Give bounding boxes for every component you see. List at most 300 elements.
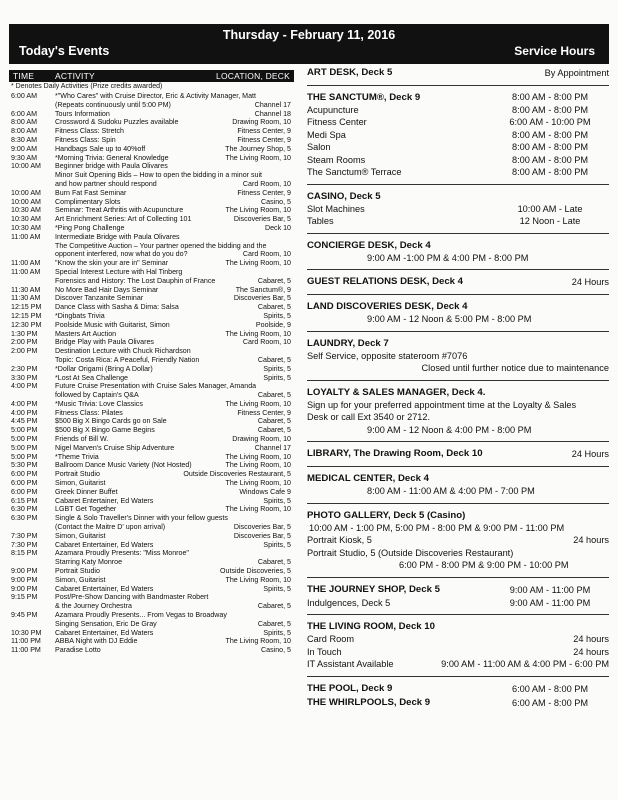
portrait-studio: Portrait Studio, 5 (Outside Discoveries Restaurant)	[307, 547, 514, 558]
events-list	[9, 92, 294, 655]
event-location: Outside Discoveries, 5	[220, 567, 291, 576]
event-activity: Fitness Class: Pilates	[55, 408, 123, 417]
event-time: 6:00 PM	[11, 470, 38, 479]
event-time: 4:00 PM	[11, 382, 38, 391]
event-location: The Living Room, 10	[225, 575, 291, 584]
service-item: Salon	[307, 142, 331, 152]
service-row	[307, 203, 609, 216]
service-living-room	[307, 620, 609, 671]
event-time: 11:00 AM	[11, 267, 41, 276]
event-activity: Fitness Class: Spin	[55, 135, 116, 144]
event-row	[9, 374, 294, 383]
service-casino	[307, 190, 609, 228]
service-hours: 9:00 AM - 12 Noon & 5:00 PM - 8:00 PM	[367, 314, 532, 324]
service-title: CASINO, Deck 5	[307, 190, 381, 202]
event-activity: *Music Trivia: Love Classics	[55, 399, 143, 408]
event-activity: Forensics and History: The Lost Dauphin of France	[55, 276, 216, 285]
event-location: Cabaret, 5	[257, 417, 291, 426]
service-row	[307, 141, 609, 154]
event-location: Channel 17	[254, 443, 291, 452]
event-activity: Greek Dinner Buffet	[55, 487, 118, 496]
event-time: 2:00 PM	[11, 338, 38, 347]
event-time: 10:00 AM	[11, 197, 41, 206]
service-title: LIBRARY, The Drawing Room, Deck 10	[307, 448, 483, 459]
service-item-hours: 8:00 AM - 8:00 PM	[511, 142, 589, 152]
service-hours-heading: Service Hours	[514, 44, 595, 58]
event-location: Casino, 5	[261, 197, 291, 206]
service-title: GUEST RELATIONS DESK, Deck 4	[307, 276, 464, 287]
event-row	[9, 567, 294, 576]
event-time: 9:15 PM	[11, 593, 38, 602]
service-hours: By Appointment	[544, 68, 609, 78]
event-row	[9, 224, 294, 233]
event-activity: Masters Art Auction	[55, 329, 117, 338]
service-title: LAUNDRY, Deck 7	[307, 337, 389, 349]
event-row	[9, 145, 294, 154]
event-activity: No More Bad Hair Days Seminar	[55, 285, 159, 294]
divider	[307, 441, 609, 442]
service-row	[307, 597, 609, 610]
event-location: The Living Room, 10	[225, 461, 291, 470]
event-row	[9, 206, 294, 215]
service-whirlpools	[307, 696, 609, 710]
event-location: Spirits, 5	[263, 584, 291, 593]
event-activity: *Theme Trivia	[55, 452, 99, 461]
event-row	[9, 154, 294, 163]
event-row	[9, 127, 294, 136]
event-location: Spirits, 5	[263, 373, 291, 382]
event-activity: Topic: Costa Rica: A Peaceful, Friendly Nation	[55, 355, 200, 364]
service-title: MEDICAL CENTER, Deck 4	[307, 473, 429, 484]
service-title: ART DESK, Deck 5	[307, 67, 393, 78]
event-time: 11:00 PM	[11, 646, 41, 655]
event-activity: Ballroom Dance Music Variety (Not Hosted)	[55, 461, 192, 470]
event-location: Discoveries Bar, 5	[233, 523, 291, 532]
portrait-kiosk: Portrait Kiosk, 5	[307, 535, 372, 545]
event-location: The Living Room, 10	[225, 329, 291, 338]
event-activity: $500 Big X Bingo Game Begins	[55, 426, 155, 435]
service-photo-gallery	[307, 509, 609, 572]
service-art-desk	[307, 66, 609, 80]
event-row	[9, 303, 294, 312]
event-row	[9, 576, 294, 585]
event-activity: Special Interest Lecture with Hal Tinberg	[55, 267, 183, 276]
event-location: Cabaret, 5	[257, 426, 291, 435]
service-item: Medi Spa	[307, 129, 346, 140]
divider	[307, 614, 609, 615]
service-item-hours: 8:00 AM - 8:00 PM	[511, 167, 589, 177]
divider	[307, 676, 609, 677]
divider	[307, 233, 609, 234]
service-item-hours: 6:00 AM - 10:00 PM	[509, 117, 591, 127]
event-activity: Friends of Bill W.	[55, 435, 109, 444]
event-time: 6:00 AM	[11, 109, 38, 118]
event-row	[9, 118, 294, 127]
event-activity: Minor Suit Opening Bids – How to open the bidding in a minor suit	[55, 171, 263, 180]
service-guest-relations	[307, 275, 609, 289]
event-activity: Seminar: Treat Arthritis with Acupuncture	[55, 206, 184, 215]
service-loyalty	[307, 386, 609, 437]
event-activity: *"Who Cares" with Cruise Director, Eric & Activity Manager, Matt	[55, 92, 256, 100]
event-location: Fitness Center, 9	[237, 188, 291, 197]
event-location: Fitness Center, 9	[237, 408, 291, 417]
event-activity: Portrait Studio	[55, 567, 100, 576]
service-hours: 24 Hours	[571, 449, 609, 459]
laundry-status: Closed until further notice due to maintenance	[421, 363, 609, 373]
service-item-hours: 9:00 AM - 11:00 PM	[509, 597, 591, 608]
daily-activities-note: * Denotes Daily Activities (Prize credits awarded)	[11, 83, 163, 90]
event-location: The Living Room, 10	[225, 479, 291, 488]
service-hours: 10:00 AM - 1:00 PM, 5:00 PM - 8:00 PM & 9:00 PM - 11:00 PM	[309, 522, 565, 533]
event-time: 5:00 PM	[11, 443, 38, 452]
event-activity: ABBA Night with DJ Eddie	[55, 637, 138, 646]
event-activity: Crossword & Sudoku Puzzles available	[55, 118, 179, 127]
event-row	[9, 637, 294, 646]
service-title: LAND DISCOVERIES DESK, Deck 4	[307, 301, 468, 312]
event-row	[9, 400, 294, 409]
event-time: 6:15 PM	[11, 496, 38, 505]
event-row	[9, 233, 294, 259]
in-touch-hours: 24 hours	[573, 646, 609, 657]
event-row	[9, 514, 294, 532]
event-activity: *Ping Pong Challenge	[55, 223, 125, 232]
event-row	[9, 215, 294, 224]
service-hours: 9:00 AM - 12 Noon & 4:00 PM - 8:00 PM	[367, 424, 532, 435]
service-item-hours: 8:00 AM - 8:00 PM	[511, 129, 589, 140]
event-time: 8:00 AM	[11, 118, 38, 127]
event-activity: Fitness Class: Stretch	[55, 127, 124, 136]
service-hours: 24 Hours	[571, 277, 609, 287]
event-time: 12:30 PM	[11, 320, 42, 329]
divider	[307, 85, 609, 86]
event-time: 10:30 AM	[11, 206, 41, 215]
service-laundry	[307, 337, 609, 375]
divider	[307, 184, 609, 185]
event-row	[9, 585, 294, 594]
event-activity: Cabaret Entertainer, Ed Waters	[55, 584, 154, 593]
divider	[307, 331, 609, 332]
event-row	[9, 321, 294, 330]
event-activity: Cabaret Entertainer, Ed Waters	[55, 628, 154, 637]
event-row	[9, 532, 294, 541]
event-location: The Living Room, 10	[225, 452, 291, 461]
service-row	[307, 104, 609, 117]
in-touch: In Touch	[307, 646, 342, 657]
event-location: Spirits, 5	[263, 311, 291, 320]
service-item: Acupuncture	[307, 104, 359, 115]
events-column-header	[9, 70, 294, 82]
event-location: Spirits, 5	[263, 540, 291, 549]
divider	[307, 466, 609, 467]
event-activity: Simon, Guitarist	[55, 531, 106, 540]
event-row	[9, 312, 294, 321]
event-time: 5:00 PM	[11, 452, 38, 461]
service-row	[307, 129, 609, 142]
it-assistant-hours: 9:00 AM - 11:00 AM & 4:00 PM - 6:00 PM	[441, 659, 609, 669]
portrait-kiosk-hours: 24 hours	[573, 535, 609, 545]
event-row	[9, 646, 294, 655]
event-row	[9, 365, 294, 374]
event-activity: Beginner bridge with Paula Olivares	[55, 162, 168, 171]
service-title: THE POOL, Deck 9	[307, 682, 393, 694]
service-item-hours: 8:00 AM - 8:00 PM	[511, 154, 589, 165]
event-activity: Azamara Proudly Presents: "Miss Monroe"	[55, 549, 189, 558]
event-time: 10:30 PM	[11, 628, 42, 637]
event-activity: Dance Class with Sasha & Dima: Salsa	[55, 303, 179, 312]
service-hours: 8:00 AM - 11:00 AM & 4:00 PM - 7:00 PM	[367, 486, 535, 496]
event-location: Discoveries Bar, 5	[233, 215, 291, 224]
event-time: 6:30 PM	[11, 505, 38, 514]
event-time: 9:00 AM	[11, 144, 38, 153]
event-activity: $500 Big X Bingo Cards go on Sale	[55, 417, 167, 426]
event-time: 6:00 PM	[11, 479, 38, 488]
column-time: TIME	[13, 71, 35, 81]
loyalty-contact: Desk or call Ext 3540 or 2712.	[307, 412, 431, 422]
event-activity: *Dollar Origami (Bring A Dollar)	[55, 364, 153, 373]
event-row	[9, 347, 294, 365]
event-time: 11:00 AM	[11, 259, 41, 268]
service-title: THE WHIRLPOOLS, Deck 9	[307, 696, 431, 708]
event-time: 9:45 PM	[11, 611, 38, 620]
event-activity: Cabaret Entertainer, Ed Waters	[55, 496, 154, 505]
service-item: Steam Rooms	[307, 154, 366, 165]
event-row	[9, 294, 294, 303]
event-time: 10:00 AM	[11, 162, 41, 171]
event-location: Cabaret, 5	[257, 303, 291, 312]
service-row	[307, 166, 609, 179]
event-location: Cabaret, 5	[257, 391, 291, 400]
event-location: Windows Cafe 9	[239, 487, 291, 496]
laundry-location: Self Service, opposite stateroom #7076	[307, 350, 468, 361]
event-activity: Starring Katy Monroe	[55, 558, 123, 567]
event-location: Drawing Room, 10	[232, 435, 291, 444]
service-title: LOYALTY & SALES MANAGER, Deck 4.	[307, 386, 486, 398]
service-title: PHOTO GALLERY, Deck 5 (Casino)	[307, 509, 466, 521]
event-row	[9, 505, 294, 514]
service-title: THE LIVING ROOM, Deck 10	[307, 621, 435, 632]
divider	[307, 577, 609, 578]
event-time: 2:30 PM	[11, 364, 38, 373]
event-time: 10:30 AM	[11, 215, 41, 224]
event-time: 10:30 AM	[11, 223, 41, 232]
event-row	[9, 435, 294, 444]
events-table	[9, 70, 294, 655]
event-activity: Cabaret Entertainer, Ed Waters	[55, 540, 154, 549]
event-time: 7:30 PM	[11, 540, 38, 549]
event-activity: Future Cruise Presentation with Cruise Sales Manager, Amanda	[55, 382, 257, 391]
event-row	[9, 611, 294, 629]
event-time: 4:45 PM	[11, 417, 38, 426]
event-row	[9, 189, 294, 198]
event-row	[9, 409, 294, 418]
event-row	[9, 330, 294, 339]
event-row	[9, 470, 294, 479]
service-row	[307, 116, 609, 129]
service-item-hours: 8:00 AM - 8:00 PM	[511, 92, 589, 102]
event-row	[9, 92, 294, 110]
event-activity: *Morning Trivia: General Knowledge	[55, 153, 169, 162]
event-time: 3:30 PM	[11, 373, 38, 382]
event-time: 8:00 AM	[11, 127, 38, 136]
event-location: The Living Room, 10	[225, 153, 291, 162]
event-row	[9, 426, 294, 435]
event-row	[9, 198, 294, 207]
event-time: 5:00 PM	[11, 426, 38, 435]
event-location: Channel 18	[254, 109, 291, 118]
event-row	[9, 136, 294, 145]
event-row	[9, 162, 294, 188]
event-activity: Nigel Marven's Cruise Ship Adventure	[55, 443, 175, 452]
event-location: The Living Room, 10	[225, 637, 291, 646]
service-hours: 6:00 AM - 8:00 PM	[511, 683, 589, 694]
event-location: The Journey Shop, 5	[225, 144, 291, 153]
service-medical	[307, 472, 609, 498]
event-location: Casino, 5	[261, 646, 291, 655]
event-row	[9, 488, 294, 497]
service-item: Tables	[307, 216, 334, 226]
event-location: Cabaret, 5	[257, 619, 291, 628]
divider	[307, 294, 609, 295]
loyalty-info: Sign up for your preferred appointment time at the Loyalty & Sales	[307, 399, 577, 410]
event-activity: Single & Solo Traveller's Dinner with your fellow guests	[55, 514, 228, 523]
event-location: Discoveries Bar, 5	[233, 294, 291, 303]
event-activity: Singing Sensation, Eric De Gray	[55, 619, 157, 628]
event-location: Card Room, 10	[242, 250, 291, 259]
service-pool	[307, 682, 609, 696]
service-item: Fitness Center	[307, 117, 367, 127]
event-time: 11:00 PM	[11, 637, 41, 646]
event-activity: Simon, Guitarist	[55, 575, 106, 584]
service-hours: 9:00 AM -1:00 PM & 4:00 PM - 8:00 PM	[367, 252, 529, 263]
service-row	[307, 154, 609, 167]
event-time: 4:00 PM	[11, 399, 38, 408]
event-location: Outside Discoveries Restaurant, 5	[183, 470, 291, 479]
service-title: CONCIERGE DESK, Deck 4	[307, 239, 431, 251]
column-activity: ACTIVITY	[55, 71, 95, 81]
card-room-hours: 24 hours	[573, 634, 609, 644]
event-row	[9, 453, 294, 462]
event-activity: *Lost At Sea Challenge	[55, 373, 128, 382]
event-time: 8:15 PM	[11, 549, 38, 558]
service-land-discoveries	[307, 300, 609, 326]
event-activity: Intermediate Bridge with Paula Olivares	[55, 232, 180, 241]
event-location: Channel 17	[254, 100, 291, 109]
header-bar	[9, 24, 609, 64]
service-hours-panel	[307, 66, 609, 710]
event-activity: Art Enrichment Series: Art of Collecting 101	[55, 215, 192, 224]
event-location: Card Room, 10	[242, 179, 291, 188]
event-row	[9, 110, 294, 119]
event-location: Drawing Room, 10	[232, 118, 291, 127]
event-time: 8:30 AM	[11, 135, 38, 144]
it-assistant: IT Assistant Available	[307, 659, 394, 669]
event-time: 12:15 PM	[11, 311, 42, 320]
event-location: Spirits, 5	[263, 364, 291, 373]
service-item-hours: 10:00 AM - Late	[517, 203, 583, 214]
column-location: LOCATION, DECK	[216, 71, 290, 81]
event-activity: Discover Tanzanite Seminar	[55, 294, 144, 303]
event-activity: "Know the skin your are in" Seminar	[55, 259, 169, 268]
event-time: 9:00 PM	[11, 567, 38, 576]
event-row	[9, 549, 294, 567]
event-row	[9, 268, 294, 286]
event-activity: and how partner should respond	[55, 179, 157, 188]
event-activity: Poolside Music with Guitarist, Simon	[55, 320, 170, 329]
card-room: Card Room	[307, 634, 354, 644]
event-activity: followed by Captain's Q&A	[55, 391, 139, 400]
service-journey-shop	[307, 583, 609, 610]
event-time: 1:30 PM	[11, 329, 38, 338]
event-location: The Living Room, 10	[225, 259, 291, 268]
event-row	[9, 541, 294, 550]
service-hours: 9:00 AM - 11:00 PM	[509, 584, 591, 595]
event-activity: *Dingbats Trivia	[55, 311, 105, 320]
event-time: 9:30 AM	[11, 153, 38, 162]
event-activity: LGBT Get Together	[55, 505, 117, 514]
event-location: Card Room, 10	[242, 338, 291, 347]
event-time: 6:30 PM	[11, 514, 38, 523]
service-concierge	[307, 239, 609, 265]
event-time: 6:00 PM	[11, 487, 38, 496]
divider	[307, 503, 609, 504]
event-location: Fitness Center, 9	[237, 127, 291, 136]
event-time: 6:00 AM	[11, 92, 38, 100]
event-location: Cabaret, 5	[257, 602, 291, 611]
event-activity: Burn Fat Fast Seminar	[55, 188, 127, 197]
event-activity: Post/Pre-Show Dancing with Bandmaster Robert	[55, 593, 209, 602]
event-activity: Paradise Lotto	[55, 646, 101, 655]
event-row	[9, 338, 294, 347]
event-row	[9, 479, 294, 488]
event-activity: opponent interfered, now what do you do?	[55, 250, 188, 259]
event-row	[9, 629, 294, 638]
event-location: Fitness Center, 9	[237, 135, 291, 144]
service-item-hours: 12 Noon - Late	[519, 216, 581, 226]
event-row	[9, 444, 294, 453]
event-activity: (Contact the Maitre D' upon arrival)	[55, 523, 166, 532]
event-location: The Living Room, 10	[225, 399, 291, 408]
portrait-studio-hours: 6:00 PM - 8:00 PM & 9:00 PM - 10:00 PM	[399, 560, 569, 570]
event-activity: Bridge Play with Paula Olivares	[55, 338, 154, 347]
service-item: Indulgences, Deck 5	[307, 597, 391, 608]
events-heading: Today's Events	[19, 44, 110, 58]
service-title: THE JOURNEY SHOP, Deck 5	[307, 583, 440, 595]
event-time: 10:00 AM	[11, 188, 41, 197]
event-activity: Azamara Proudly Presents... From Vegas to Broadway	[55, 611, 227, 620]
divider	[307, 269, 609, 270]
event-activity: Handbags Sale up to 40%off	[55, 144, 146, 153]
event-location: Poolside, 9	[255, 320, 291, 329]
event-activity: The Competitive Auction – Your partner opened the bidding and the	[55, 241, 267, 250]
event-location: The Sanctum®, 9	[235, 285, 291, 294]
service-hours: 6:00 AM - 8:00 PM	[511, 697, 589, 708]
event-location: Cabaret, 5	[257, 558, 291, 567]
service-item-hours: 8:00 AM - 8:00 PM	[511, 104, 589, 115]
event-activity: (Repeats continuously until 5:00 PM)	[55, 100, 171, 109]
service-library	[307, 447, 609, 461]
event-row	[9, 382, 294, 400]
event-time: 11:30 AM	[11, 294, 41, 303]
event-row	[9, 497, 294, 506]
event-time: 4:00 PM	[11, 408, 38, 417]
event-time: 2:00 PM	[11, 347, 38, 356]
event-activity: & the Journey Orchestra	[55, 602, 132, 611]
event-row	[9, 259, 294, 268]
event-location: Spirits, 5	[263, 496, 291, 505]
page-date: Thursday - February 11, 2016	[222, 28, 396, 42]
event-activity: Tours Information	[55, 109, 110, 118]
service-sanctum	[307, 91, 609, 179]
